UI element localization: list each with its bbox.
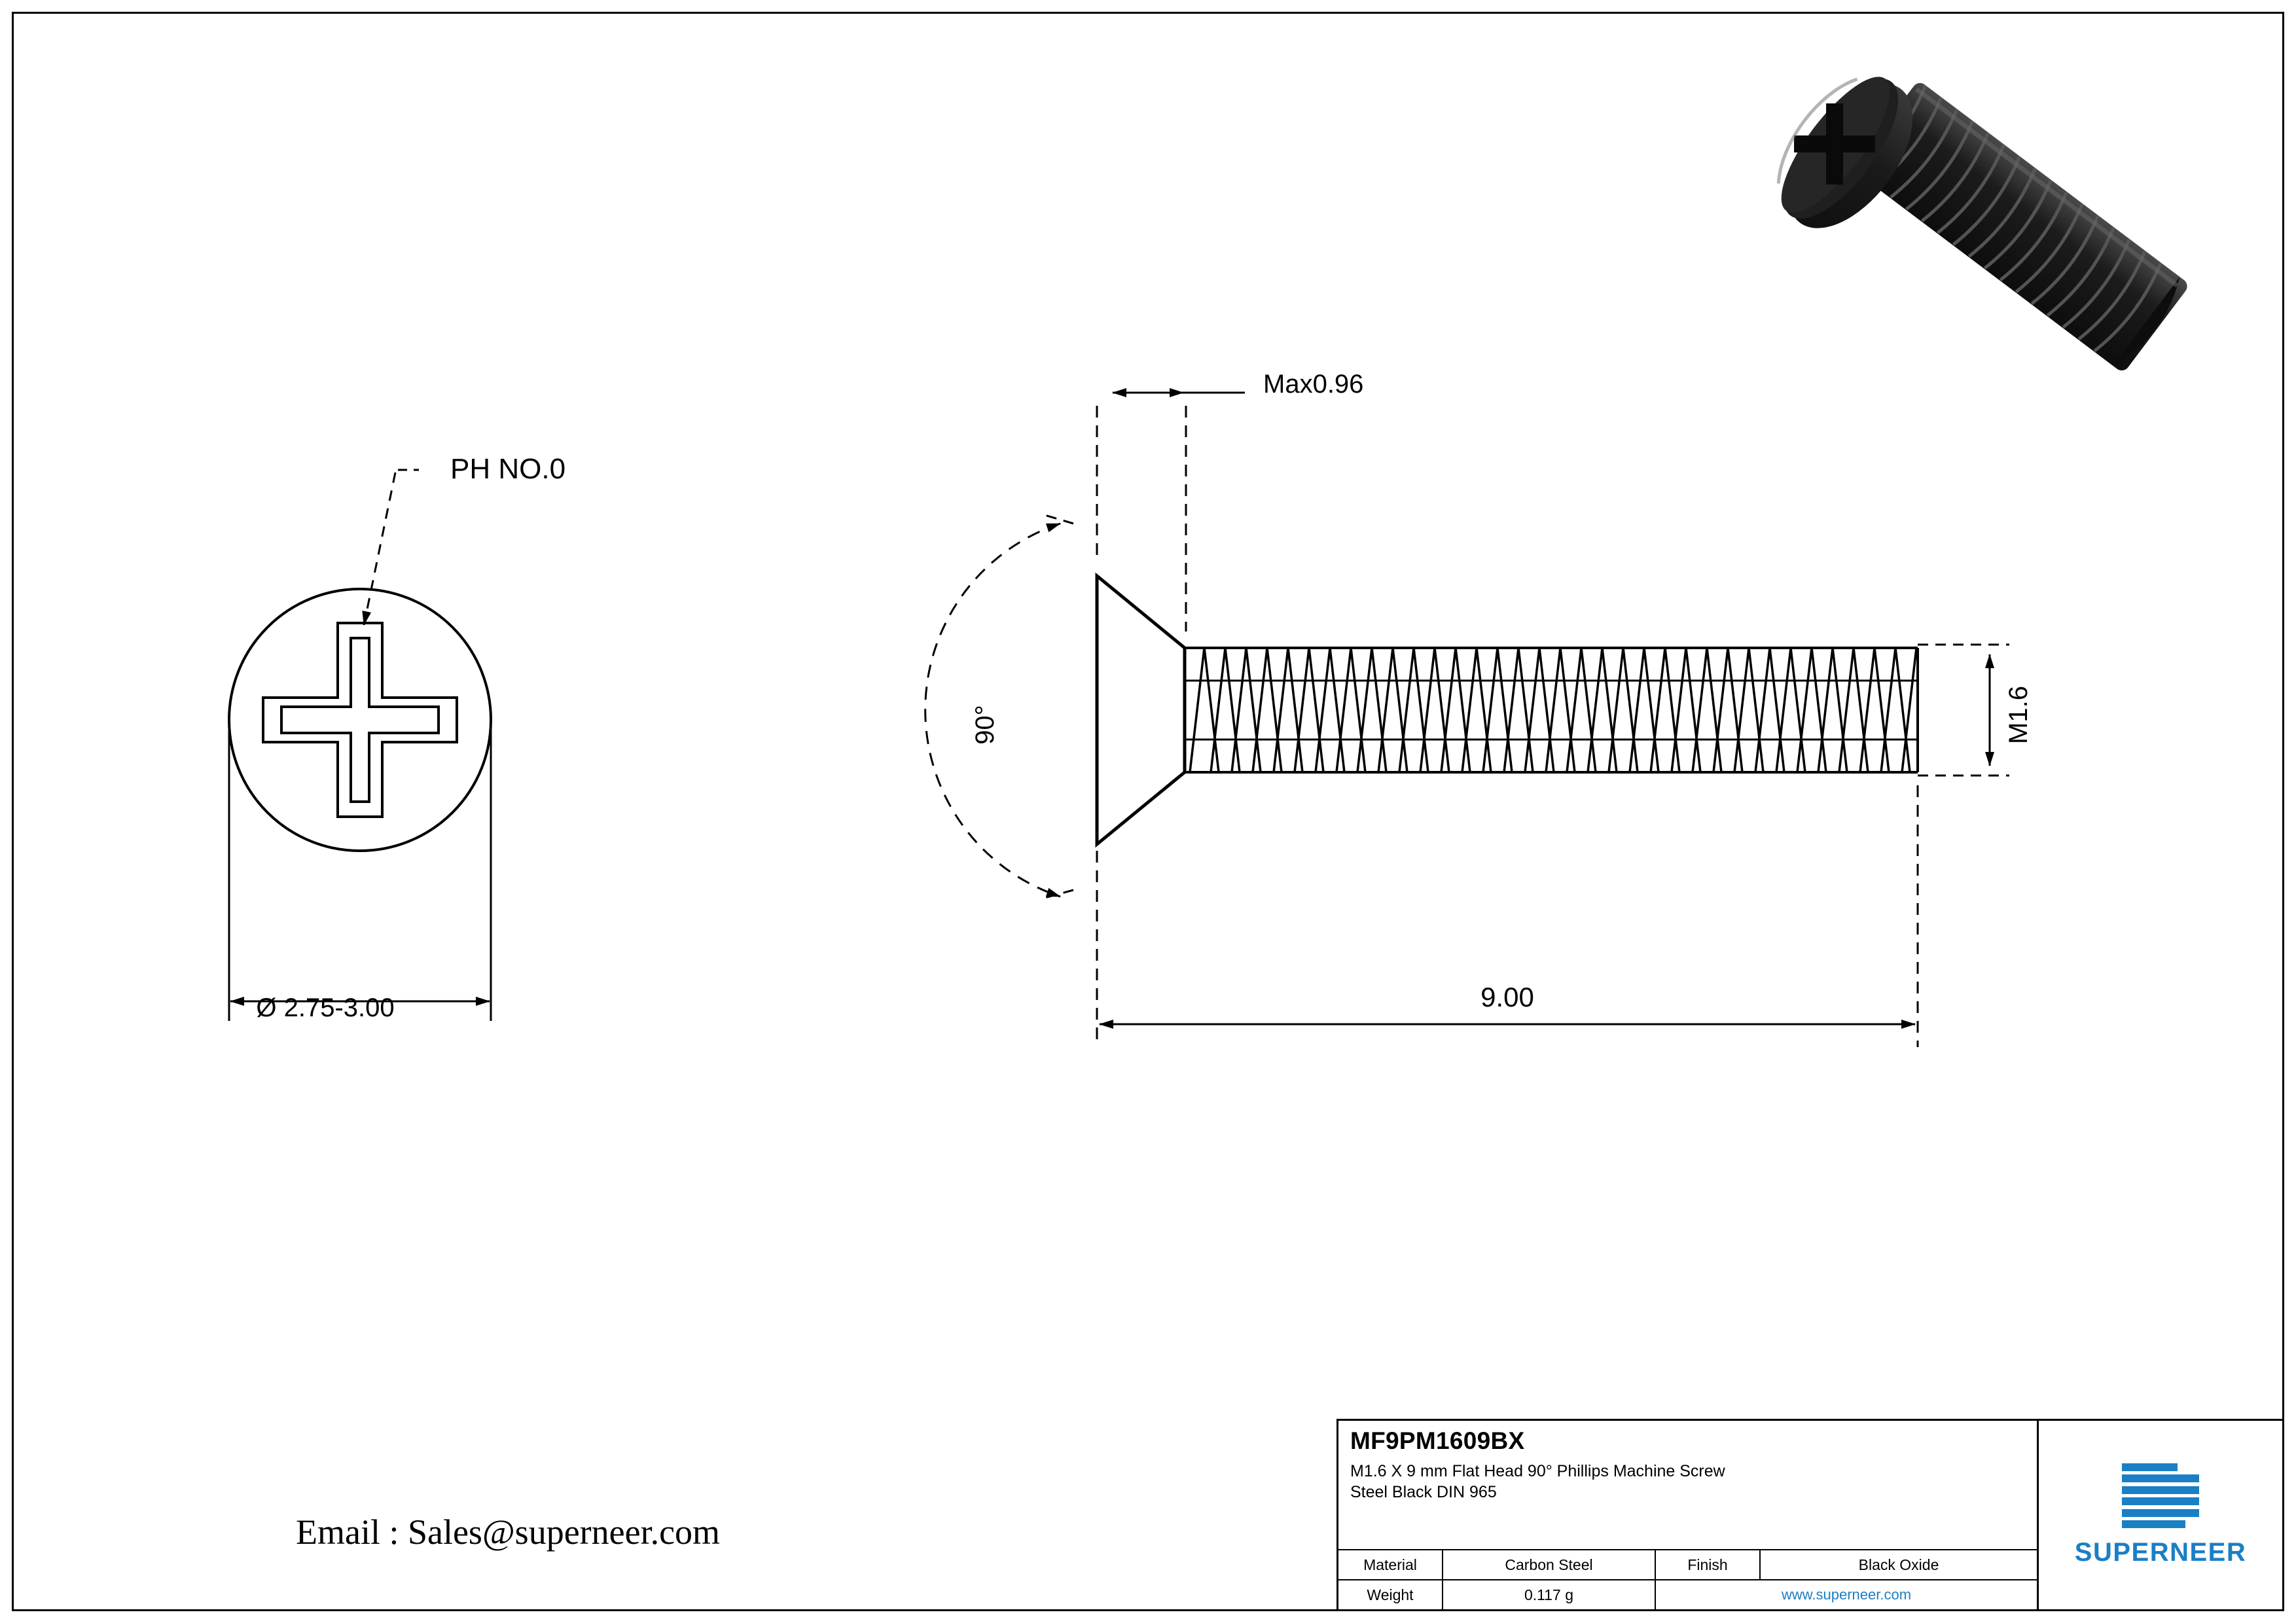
brand-panel: [2039, 1421, 2282, 1609]
description-line-1: M1.6 X 9 mm Flat Head 90° Phillips Machine Screw: [1350, 1461, 1725, 1480]
description-line-2: Steel Black DIN 965: [1350, 1482, 1497, 1501]
sheet-border: [12, 12, 2284, 1611]
part-number: MF9PM1609BX: [1350, 1427, 1525, 1454]
material-finish-row: [1338, 1549, 2037, 1579]
head-diameter-label: Ø 2.75-3.00: [256, 993, 395, 1022]
title-block-description: [1338, 1421, 2037, 1549]
head-angle-label: 90°: [970, 705, 999, 745]
length-label: 9.00: [1480, 982, 1534, 1012]
superneer-logo-icon: [2122, 1463, 2199, 1529]
weight-website-row: [1338, 1579, 2037, 1609]
material-label: Material: [1338, 1550, 1443, 1579]
drive-callout-label: PH NO.0: [450, 453, 566, 485]
title-block: [1336, 1419, 2284, 1611]
finish-value: Black Oxide: [1858, 1556, 1939, 1573]
email-text: Email : Sales@superneer.com: [296, 1512, 721, 1552]
finish-label: Finish: [1656, 1550, 1761, 1579]
thread-size-label: M1.6: [2003, 686, 2033, 744]
weight-value: 0.117 g: [1443, 1580, 1656, 1609]
title-block-left: [1338, 1421, 2039, 1609]
head-height-label: Max0.96: [1263, 370, 1364, 399]
material-value: Carbon Steel: [1443, 1550, 1656, 1579]
weight-label: Weight: [1338, 1580, 1443, 1609]
website-link[interactable]: www.superneer.com: [1781, 1586, 1912, 1603]
brand-name: SUPERNEER: [2074, 1537, 2247, 1567]
